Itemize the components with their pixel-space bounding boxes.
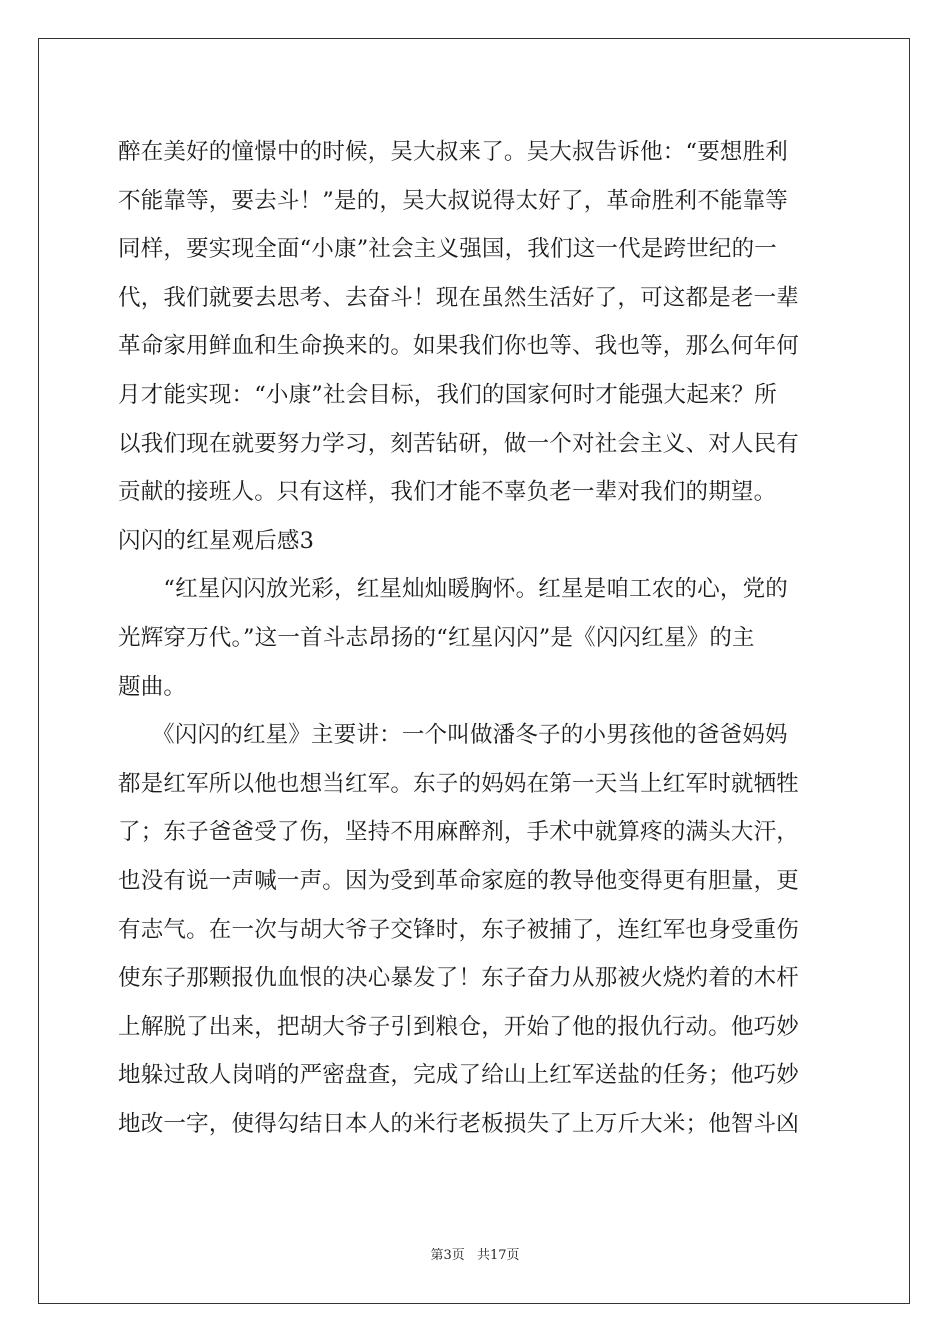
text-line: 革命家用鲜血和生命换来的。如果我们你也等、我也等，那么何年何: [118, 333, 800, 360]
text-line: 月才能实现：“小康”社会目标，我们的国家何时才能强大起来？所: [118, 381, 778, 408]
text-line: 贡献的接班人。只有这样，我们才能不辜负老一辈对我们的期望。: [118, 479, 777, 506]
text-line: “红星闪闪放光彩，红星灿灿暖胸怀。红星是咱工农的心，党的: [118, 576, 789, 603]
text-line: 题曲。: [118, 673, 187, 700]
text-line: 都是红军所以他也想当红军。东子的妈妈在第一天当上红军时就牺牲: [118, 770, 800, 797]
text-line: 也没有说一声喊一声。因为受到革命家庭的教导他变得更有胆量，更: [118, 867, 800, 894]
document-body: [118, 128, 834, 1148]
text-line: 有志气。在一次与胡大爷子交锋时，东子被捕了，连红军也身受重伤: [118, 916, 800, 943]
text-line: 地躲过敌人岗哨的严密盘查，完成了给山上红军送盐的任务；他巧妙: [118, 1062, 800, 1089]
text-line: 使东子那颗报仇血恨的决心暴发了！东子奋力从那被火烧灼着的木杆: [118, 965, 800, 992]
text-line: 地改一字，使得勾结日本人的米行老板损失了上万斤大米；他智斗凶: [118, 1110, 800, 1137]
text-line: 代，我们就要去思考、去奋斗！现在虽然生活好了，可这都是老一辈: [118, 284, 800, 311]
text-line: 上解脱了出来，把胡大爷子引到粮仓，开始了他的报仇行动。他巧妙: [118, 1013, 800, 1040]
text-line: 《闪闪的红星》主要讲：一个叫做潘冬子的小男孩他的爸爸妈妈: [118, 722, 788, 749]
page-footer: [0, 1244, 950, 1263]
text-line: 了；东子爸爸受了伤，坚持不用麻醉剂，手术中就算疼的满头大汗，: [118, 819, 800, 846]
page-total: 共17页: [476, 1248, 520, 1263]
text-line: 以我们现在就要努力学习，刻苦钻研，做一个对社会主义、对人民有: [118, 430, 800, 457]
text-line: 同样，要实现全面“小康”社会主义强国，我们这一代是跨世纪的一: [118, 236, 778, 263]
text-line: 醉在美好的憧憬中的时候，吴大叔来了。吴大叔告诉他：“要想胜利: [118, 139, 789, 165]
page-number: 第3页: [430, 1248, 465, 1263]
text-line: 不能靠等，要去斗！”是的，吴大叔说得太好了，革命胜利不能靠等: [118, 187, 789, 214]
section-heading: 闪闪的红星观后感3: [118, 527, 315, 554]
text-line: 光辉穿万代。”这一首斗志昂扬的“红星闪闪”是《闪闪红星》的主: [118, 624, 755, 651]
